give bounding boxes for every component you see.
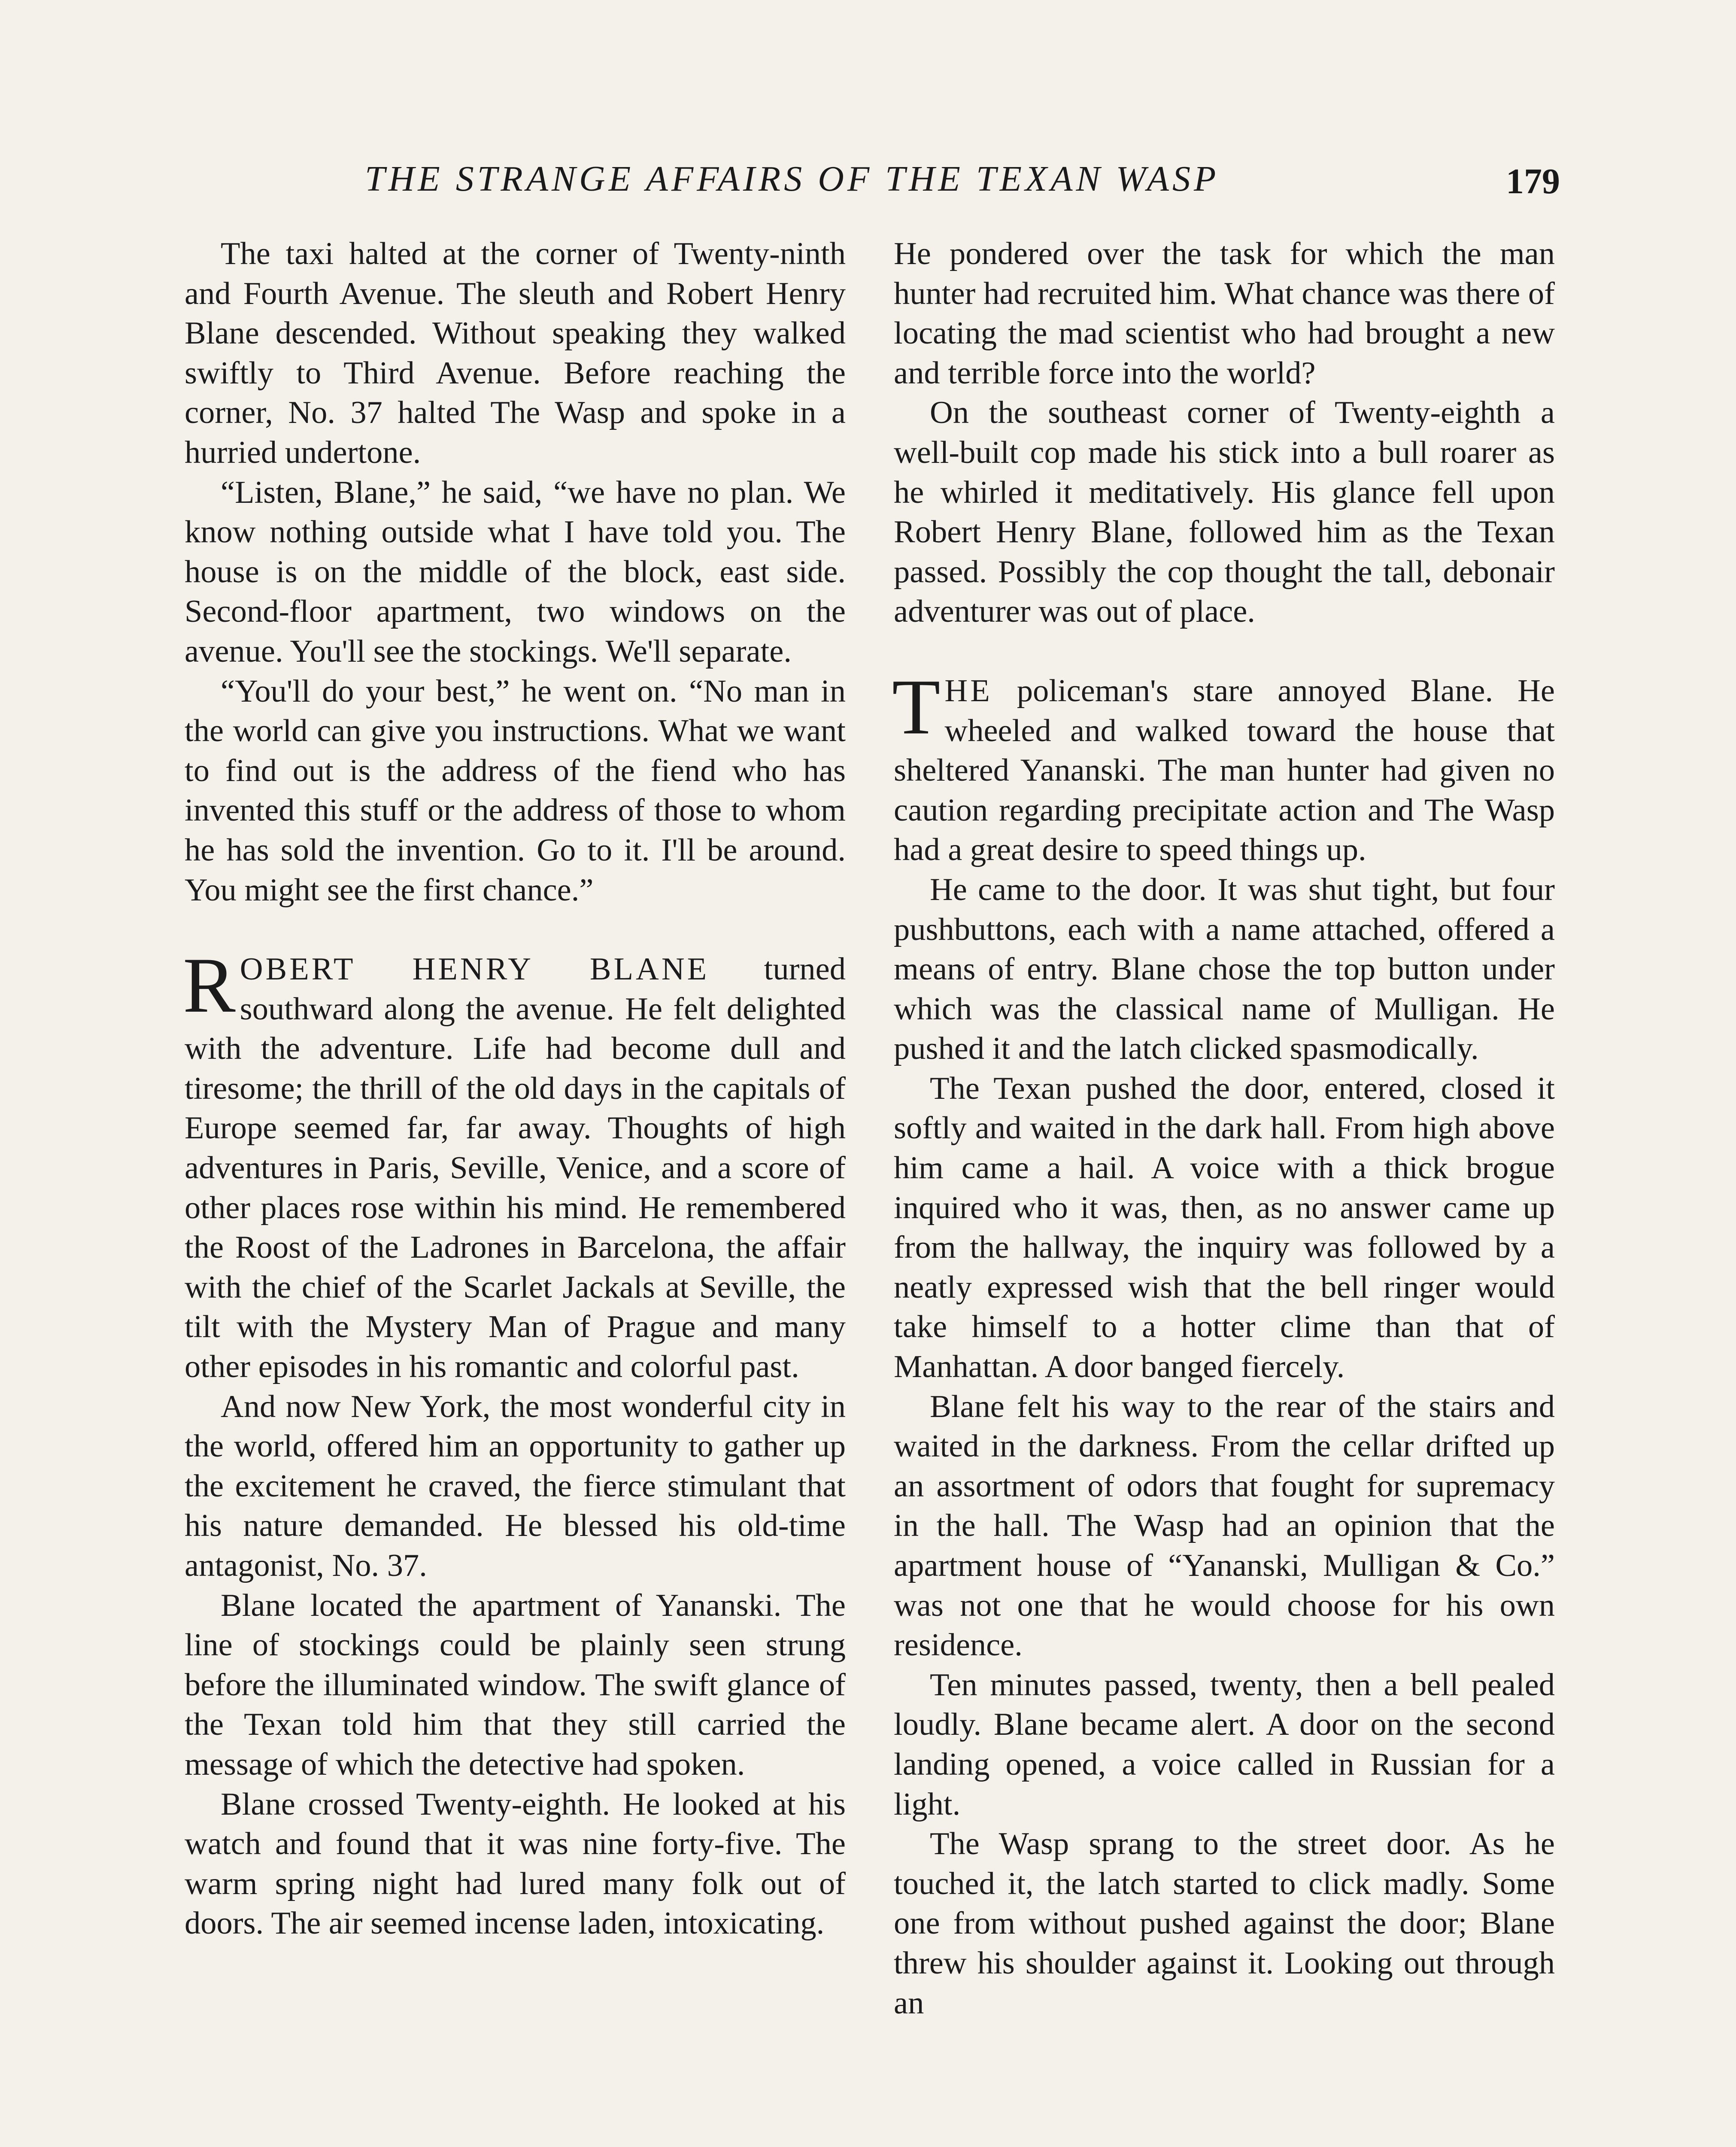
paragraph: The Wasp sprang to the street door. As he touched it, the latch started to click madly. Some one from without pushed against the door; Blane threw his shoulder against it. Looking out through an	[894, 1826, 1555, 2021]
paragraph: Blane felt his way to the rear of the stairs and waited in the darkness. From the cellar drifted up an assortment of odors that fought for supremacy in the hall. The Wasp had an opinion that the apartment house of “Yananski, Mulligan & Co.” was not one that he would choose for his own residence.	[894, 1389, 1555, 1663]
paragraph: The Texan pushed the door, entered, closed it softly and waited in the dark hall. From high above him came a hail. A voice with a thick brogue inquired who it was, then, as no answer came up from the hallway, the inquiry was followed by a neatly expressed wish that the bell ringer would take himself to a hotter clime than that of Manhattan. A door banged fiercely.	[894, 1070, 1555, 1385]
paragraph: Blane crossed Twenty-eighth. He looked at his watch and found that it was nine forty-five. The warm spring night had lured many folk out of doors. The air seemed incense laden, intoxicating.	[185, 1786, 846, 1941]
paragraph-text: policeman's stare annoyed Blane. He wheeled and walked toward the house that sheltered Yananski. The man hunter had given no caution regarding precipitate action and The Wasp had a great desire to speed things up.	[894, 673, 1555, 868]
paragraph-text: turned southward along the avenue. He felt delighted with the adventure. Life had become dull and tiresome; the thrill of the old days in the capitals of Europe seemed far, far away. Thoughts of high adventures in Paris, Seville, Venice, and a score of other places rose within his mind. He remembered the Roost of the Ladrones in Barcelona, the affair with the chief of the Scarlet Jackals at Seville, the tilt with the Mystery Man of Prague and many other episodes in his romantic and colorful past.	[185, 952, 846, 1385]
paragraph: He came to the door. It was shut tight, but four pushbuttons, each with a name attached, offered a means of entry. Blane chose the top button under which was the classical name of Mulligan. He pushed it and the latch clicked spasmodically.	[894, 872, 1555, 1067]
page-number: 179	[1506, 161, 1560, 201]
paragraph: Ten minutes passed, twenty, then a bell pealed loudly. Blane became alert. A door on the second landing opened, a voice called in Russian for a light.	[894, 1667, 1555, 1822]
lead-in-caps: OBERT HENRY BLANE	[240, 952, 710, 987]
paragraph: Blane located the apartment of Yananski. The line of stockings could be plainly seen strung before the illuminated window. The swift glance of the Texan told him that they still carried the message of which the detective had spoken.	[185, 1587, 846, 1782]
paragraph: The taxi halted at the corner of Twenty-ninth and Fourth Avenue. The sleuth and Robert Henry Blane descended. Without speaking they walked swiftly to Third Avenue. Before reaching the corner, No. 37 halted The Wasp and spoke in a hurried undertone.	[185, 236, 846, 470]
paragraph: On the southeast corner of Twenty-eighth a well-built cop made his stick into a bull roarer as he whirled it meditatively. His glance fell upon Robert Henry Blane, followed him as the Texan passed. Possibly the cop thought the tall, debonair adventurer was out of place.	[894, 395, 1555, 630]
drop-cap: T	[892, 663, 941, 751]
section-opening-paragraph	[892, 663, 1555, 870]
lead-in-caps: HE	[944, 673, 992, 709]
drop-cap: R	[183, 941, 236, 1029]
section-opening-paragraph	[183, 941, 846, 1387]
left-column	[185, 234, 846, 1943]
paragraph: He pondered over the task for which the man hunter had recruited him. What chance was there of locating the mad scientist who had brought a new and terrible force into the world?	[894, 236, 1555, 391]
paragraph: “Listen, Blane,” he said, “we have no plan. We know nothing outside what I have told you. The house is on the middle of the block, east side. Second-floor apartment, two windows on the avenue. You'll see the stockings. We'll separate.	[185, 474, 846, 669]
page-header	[185, 155, 1560, 215]
paragraph: “You'll do your best,” he went on. “No man in the world can give you instructions. What we want to find out is the address of the fiend who has invented this stuff or the address of those to whom he has sold the invention. Go to it. I'll be around. You might see the first chance.”	[185, 673, 846, 908]
paragraph: And now New York, the most wonderful city in the world, offered him an opportunity to gather up the excitement he craved, the fierce stimulant that his nature demanded. He blessed his old-time antagonist, No. 37.	[185, 1389, 846, 1583]
running-title: THE STRANGE AFFAIRS OF THE TEXAN WASP	[365, 159, 1220, 199]
right-column	[894, 234, 1555, 2023]
